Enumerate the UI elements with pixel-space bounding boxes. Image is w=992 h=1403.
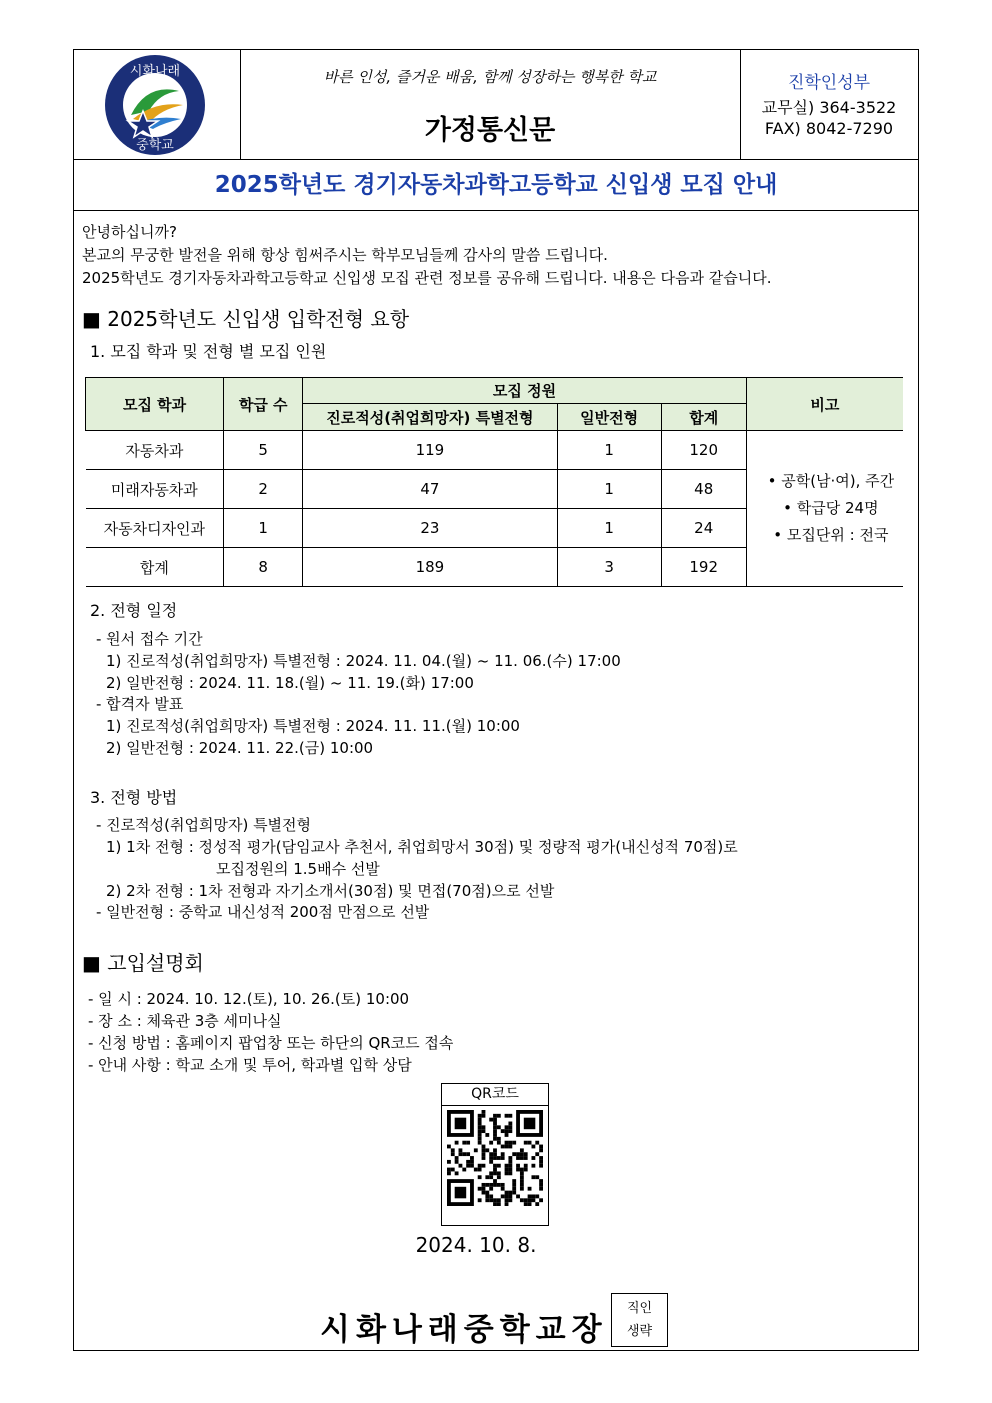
schedule-line: 2) 일반전형 : 2024. 11. 22.(금) 10:00 <box>106 739 374 757</box>
note-item: • 공학(남·여), 주간 <box>767 472 895 490</box>
schedule-line: 1) 진로적성(취업희망자) 특별전형 : 2024. 11. 04.(월) ~ 11. 06.(수) 17:00 <box>106 652 621 670</box>
section-heading-briefing: ■ 고입설명회 <box>82 951 204 975</box>
section-heading-admission: ■ 2025학년도 신입생 입학전형 요항 <box>82 307 410 331</box>
method-line: - 진로적성(취업희망자) 특별전형 <box>96 816 312 834</box>
cell-notes <box>746 431 903 587</box>
office-phone: 교무실) 364-3522 <box>761 98 897 117</box>
issue-date: 2024. 10. 8. <box>415 1233 537 1257</box>
schedule-line: - 합격자 발표 <box>96 695 184 713</box>
schedule-line: - 원서 접수 기간 <box>96 630 203 648</box>
subheading-method: 3. 전형 방법 <box>90 788 178 807</box>
method-line: - 일반전형 : 중학교 내신성적 200점 만점으로 선발 <box>96 903 430 921</box>
svg-text:중학교: 중학교 <box>136 138 174 153</box>
header-contact <box>740 50 918 159</box>
svg-text:시화나래: 시화나래 <box>129 64 181 79</box>
briefing-item: - 일 시 : 2024. 10. 12.(토), 10. 26.(토) 10:00 <box>88 990 410 1008</box>
intro-line: 본교의 무궁한 발전을 위해 항상 힘써주시는 학부모님들께 감사의 말씀 드립니다. <box>82 246 608 264</box>
schedule-line: 1) 진로적성(취업희망자) 특별전형 : 2024. 11. 11.(월) 10:00 <box>106 717 520 735</box>
cell-dept: 자동차과 <box>86 431 224 470</box>
subheading-quota: 1. 모집 학과 및 전형 별 모집 인원 <box>90 342 327 361</box>
cell-total: 24 <box>661 509 746 548</box>
official-seal-box <box>611 1293 668 1347</box>
cell-dept: 자동차디자인과 <box>86 509 224 548</box>
seal-text: 생략 <box>626 1324 653 1339</box>
header-total: 합계 <box>661 404 746 431</box>
department-name: 진학인성부 <box>787 73 871 93</box>
header-dept: 모집 학과 <box>86 378 224 431</box>
note-item: • 학급당 24명 <box>783 499 879 517</box>
cell-total: 48 <box>661 470 746 509</box>
document-page <box>73 49 919 1351</box>
principal-signature: 시화나래중학교장 <box>320 1312 608 1348</box>
cell-general: 1 <box>557 509 661 548</box>
office-fax: FAX) 8042-7290 <box>764 119 894 138</box>
cell-dept: 미래자동차과 <box>86 470 224 509</box>
recruitment-table <box>85 377 903 587</box>
school-motto: 바른 인성, 즐거운 배움, 함께 성장하는 행복한 학교 <box>323 68 657 86</box>
document-title: 2025학년도 경기자동차과학고등학교 신입생 모집 안내 <box>74 160 918 211</box>
header <box>74 50 918 160</box>
schedule-line: 2) 일반전형 : 2024. 11. 18.(월) ~ 11. 19.(화) 17:00 <box>106 674 474 692</box>
newsletter-title: 가정통신문 <box>424 115 556 146</box>
logo-cell <box>74 50 241 159</box>
cell-total: 192 <box>661 548 746 587</box>
cell-dept: 합계 <box>86 548 224 587</box>
cell-general: 3 <box>557 548 661 587</box>
method-line: 1) 1차 전형 : 정성적 평가(담임교사 추천서, 취업희망서 30점) 및 정량적 평가(내신성적 70점)로 <box>106 838 738 856</box>
cell-special: 23 <box>303 509 557 548</box>
cell-total: 120 <box>661 431 746 470</box>
table-row <box>86 431 904 470</box>
cell-classes: 8 <box>224 548 303 587</box>
cell-classes: 5 <box>224 431 303 470</box>
intro-line: 안녕하십니까? <box>82 223 177 241</box>
method-line: 모집정원의 1.5배수 선발 <box>216 860 380 878</box>
cell-classes: 2 <box>224 470 303 509</box>
header-middle <box>240 50 741 159</box>
school-logo <box>103 53 207 157</box>
cell-general: 1 <box>557 470 661 509</box>
header-classes: 학급 수 <box>224 378 303 431</box>
cell-general: 1 <box>557 431 661 470</box>
briefing-item: - 안내 사항 : 학교 소개 및 투어, 학과별 입학 상담 <box>88 1056 412 1074</box>
note-item: • 모집단위 : 전국 <box>773 526 889 544</box>
header-note: 비고 <box>746 378 903 431</box>
qr-code-label: QR코드 <box>442 1084 548 1106</box>
cell-special: 119 <box>303 431 557 470</box>
qr-code-icon[interactable] <box>447 1110 543 1206</box>
briefing-item: - 장 소 : 체육관 3층 세미나실 <box>88 1012 282 1030</box>
method-line: 2) 2차 전형 : 1차 전형과 자기소개서(30점) 및 면접(70점)으로 선발 <box>106 882 555 900</box>
intro-line: 2025학년도 경기자동차과학고등학교 신입생 모집 관련 정보를 공유해 드립니다. 내용은 다음과 같습니다. <box>82 269 772 287</box>
cell-classes: 1 <box>224 509 303 548</box>
subheading-schedule: 2. 전형 일정 <box>90 601 178 620</box>
briefing-item: - 신청 방법 : 홈페이지 팝업창 또는 하단의 QR코드 접속 <box>88 1034 454 1052</box>
cell-special: 47 <box>303 470 557 509</box>
header-quota: 모집 정원 <box>303 378 747 404</box>
header-special: 진로적성(취업희망자) 특별전형 <box>303 404 557 431</box>
seal-text: 직인 <box>626 1301 653 1316</box>
qr-code-box[interactable] <box>441 1083 549 1226</box>
header-general: 일반전형 <box>557 404 661 431</box>
cell-special: 189 <box>303 548 557 587</box>
